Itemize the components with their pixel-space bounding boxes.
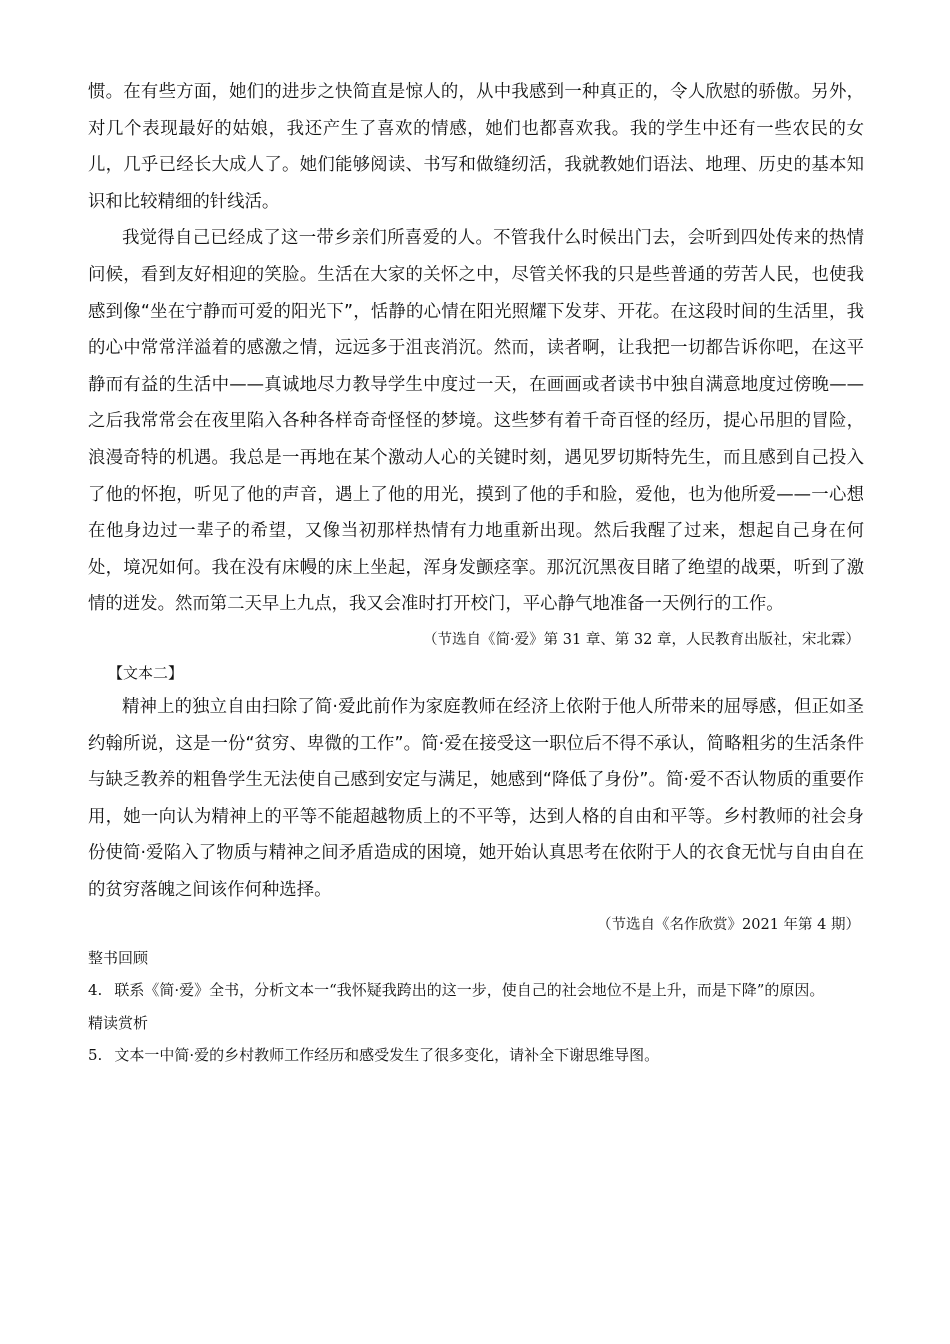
document-page (88, 74, 864, 1072)
question-4 (88, 974, 864, 1007)
question-text: 文本一中简·爱的乡村教师工作经历和感受发生了很多变化，请补全下谢思维导图。 (114, 1046, 660, 1065)
text1-paragraph: 我觉得自己已经成了这一带乡亲们所喜爱的人。不管我什么时候出门去，会听到四处传来的热情问候，看到友好相迎的笑脸。生活在大家的关怀之中，尽管关怀我的只是些普通的劳苦人民，也使我感到像“坐在宁静而可爱的阳光下”，恬静的心情在阳光照耀下发芽、开花。在这段时间的生活里，我的心中常常洋溢着的感激之情，远远多于沮丧消沉。然而，读者啊，让我把一切都告诉你吧，在这平静而有益的生活中——真诚地尽力教导学生中度过一天，在画画或者读书中独自满意地度过傍晚——之后我常常会在夜里陷入各种各样奇奇怪怪的梦境。这些梦有着千奇百怪的经历，提心吊胆的冒险，浪漫奇特的机遇。我总是一再地在某个激动人心的关键时刻，遇见罗切斯特先生，而且感到自己投入了他的怀抱，听见了他的声音，遇上了他的用光，摸到了他的手和脸，爱他，也为他所爱——一心想在他身边过一辈子的希望，又像当初那样热情有力地重新出现。然后我醒了过来，想起自己身在何处，境况如何。我在没有床幔的床上坐起，浑身发颤痉挛。那沉沉黑夜目睹了绝望的战栗，听到了激情的迸发。然而第二天早上九点，我又会准时打开校门，平心静气地准备一天例行的工作。 (88, 228, 864, 615)
question-section-title: 精读赏析 (88, 1014, 149, 1033)
text1-paragraph-continued: 惯。在有些方面，她们的进步之快简直是惊人的，从中我感到一种真正的，令人欣慰的骄傲。另外，对几个表现最好的姑娘，我还产生了喜欢的情感，她们也都喜欢我。我的学生中还有一些农民的女儿，几乎已经长大成人了。她们能够阅读、书写和做缝纫活，我就教她们语法、地理、历史的基本知识和比较精细的针线活。 (88, 82, 864, 212)
text2-label: 【文本二】 (108, 663, 184, 682)
text2-source-citation: （节选自《名作欣赏》2021 年第 4 期） (597, 917, 860, 934)
question-section-title: 整书回顾 (88, 949, 149, 968)
question-text: 联系《简·爱》全书，分析文本一“我怀疑我跨出的这一步，使自己的社会地位不是上升，而是下降”的原因。 (114, 981, 825, 1000)
text1-source-citation: （节选自《简·爱》第 31 章、第 32 章，人民教育出版社，宋北霖） (423, 631, 860, 648)
question-5 (88, 1039, 864, 1072)
question-number: 4. (88, 981, 103, 1000)
text2-paragraph: 精神上的独立自由扫除了简·爱此前作为家庭教师在经济上依附于他人所带来的屈辱感，但正如圣约翰所说，这是一份“贫穷、卑微的工作”。简·爱在接受这一职位后不得不承认，简略粗劣的生活条件与缺乏教养的粗鲁学生无法使自己感到安定与满足，她感到“降低了身份”。简·爱不否认物质的重要作用，她一向认为精神上的平等不能超越物质上的不平等，达到人格的自由和平等。乡村教师的社会身份使简·爱陷入了物质与精神之间矛盾造成的困境，她开始认真思考在依附于人的衣食无忧与自由自在的贫穷落魄之间该作何种选择。 (88, 696, 864, 900)
question-number: 5. (88, 1046, 103, 1065)
